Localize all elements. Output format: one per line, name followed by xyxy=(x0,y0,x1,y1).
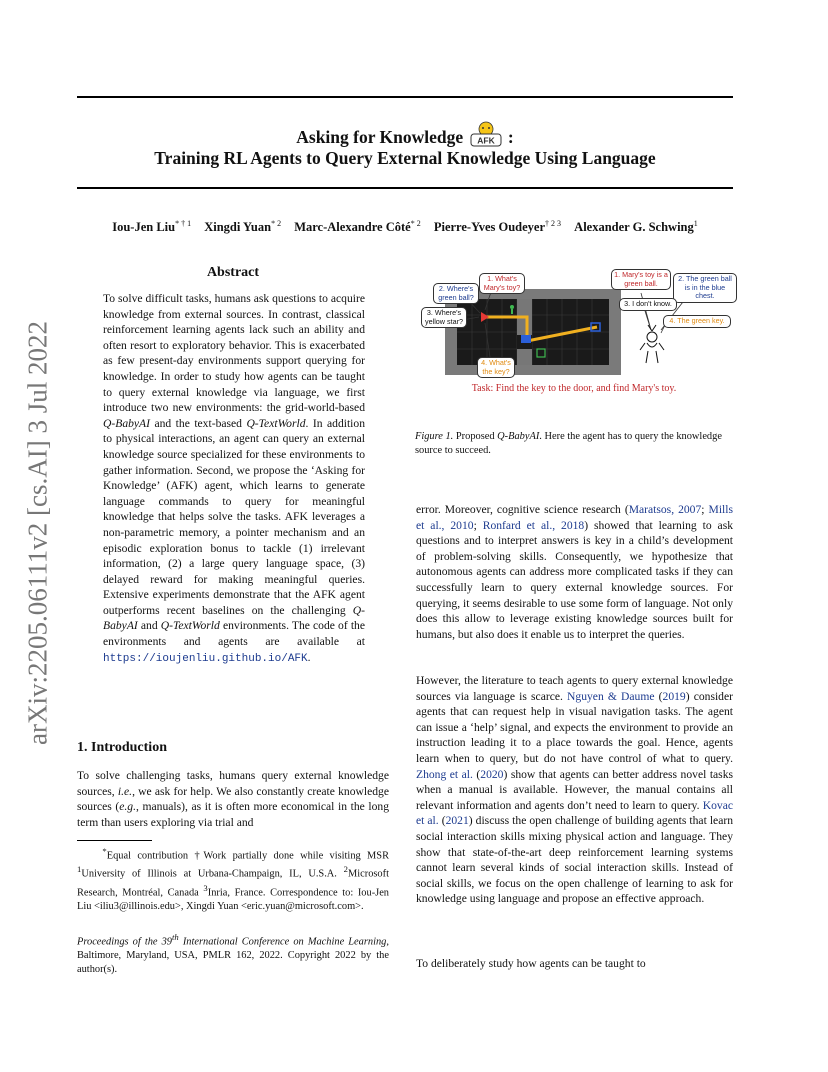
author: Iou-Jen Liu$^{* \dagger 1}$ xyxy=(112,219,192,235)
reply-bubble-1: 1. Mary's toy is a green ball. xyxy=(611,269,671,290)
code-url-link[interactable]: https://ioujenliu.github.io/AFK xyxy=(103,652,308,665)
right-paragraph-1: error. Moreover, cognitive science research (Maratsos, 2007; Mills et al., 2010; Ronfard et al., 2018) showed that learning to ask questions and to interpret answers is key in a child’s development of problem-solving skills. Consequently, we hypothesize that autonomous agents can address more complicated tasks if they can successfully learn to query external knowledge sources. For querying, it seems desirable to use some form of language. Not only does this allow to leverage existing knowledge sources built for humans, but also does it enable us to interpret the queries. xyxy=(416,503,734,641)
citation-link[interactable]: Mills et al., 2010 xyxy=(416,503,733,532)
author: Alexander G. Schwing$^1$ xyxy=(574,219,698,235)
query-bubble-1: 1. What's Mary's toy? xyxy=(479,273,525,294)
intro-heading: 1. Introduction xyxy=(77,740,167,755)
arxiv-side-label: arXiv:2205.06111v2 [cs.AI] 3 Jul 2022 xyxy=(22,321,53,745)
bottom-title-rule xyxy=(77,187,733,189)
query-bubble-2: 2. Where's green ball? xyxy=(433,283,479,304)
citation-link[interactable]: 2020 xyxy=(480,767,504,781)
citation-link[interactable]: Nguyen & Daume xyxy=(567,689,655,703)
citation-link[interactable]: Zhong et al. xyxy=(416,767,473,781)
abstract-body: To solve difficult tasks, humans ask questions to acquire knowledge from external sources. In contrast, classical reinforcement learning agents lack such an ability and often resort to exploratory behavior. This is exacerbated as few present-day environments support querying for knowledge. In order to study how agents can be taught to query external knowledge via language, we first introduce two new environments: the grid-world-based Q-BabyAI and the text-based Q-TextWorld. In addition to physical interactions, an agent can query an external knowledge source specialized for these environments to gather information. Second, we propose the ‘Asking for Knowledge’ (AFK) agent, which learns to generate language commands to query for meaningful knowledge that helps solve the tasks. AFK leverages a non-parametric memory, a pointer mechanism and an episodic exploration bonus to tackle (1) irrelevant information, (2) a large query language space, (3) delayed reward for making meaningful queries. Extensive experiments demonstrate that the AFK agent outperforms recent baselines on the challenging Q-BabyAI and Q-TextWorld environments. The code of the environments and agents are available at https://ioujenliu.github.io/AFK. xyxy=(103,292,365,665)
abstract-heading: Abstract xyxy=(206,265,260,280)
footnote-affiliations: *Equal contribution †Work partially done while visiting MSR $^1$University of Illinois at Urbana-Champaign, IL, U.S.A. $^2$Microsoft Research, Montréal, Canada $^3$Inria, France. Correspondence to: Iou-Jen Liu <iliu3@illinois.edu>, Xingdi Yuan <eric.yuan@microsoft.com>. xyxy=(77,846,390,912)
citation-link[interactable]: Kovac et al. xyxy=(416,798,733,828)
citation-link[interactable]: Maratsos, 2007 xyxy=(628,503,702,516)
author: Xingdi Yuan$^{* 2}$ xyxy=(204,219,282,235)
citation-link[interactable]: 2019 xyxy=(662,689,686,703)
knowledge-oracle-icon xyxy=(640,325,664,363)
author-list xyxy=(77,219,733,235)
right-paragraph-3: To deliberately study how agents can be taught to xyxy=(416,957,646,970)
afk-logo-text: AFK xyxy=(476,135,495,146)
citation-link[interactable]: 2021 xyxy=(445,814,469,828)
footnote-rule xyxy=(77,840,152,841)
figure-1-illustration xyxy=(415,265,733,400)
figure-task-label: Task: Find the key to the door, and find Mary's toy. xyxy=(471,383,677,394)
reply-bubble-2: 2. The green ball is in the blue chest. xyxy=(673,273,737,303)
top-rule xyxy=(77,96,733,98)
author: Pierre-Yves Oudeyer$^{\dagger 2 3}$ xyxy=(433,219,562,235)
intro-body: To solve challenging tasks, humans query external knowledge sources, i.e., we ask for help. We also constantly create knowledge sources (e.g., manuals), as it is often more economical in the long term than users exploring via trial and xyxy=(77,769,389,829)
right-paragraph-2: However, the literature to teach agents to query external knowledge sources via language is scarce. Nguyen & Daume (2019) consider agents that can request help in visual navigation tasks. The agent can issue a ‘help’ signal, and expects the environment to provide an instruction leading it to a place towards the goal. Hence, agents learn when to query, but do not have control of what to query. Zhong et al. (2020) show that agents can better address novel tasks when a manual is available. However, the manual contains all relevant information and agents don’t need to learn to query. Kovac et al. (2021) discuss the open challenge of building agents that learn social interaction skills mixing physical action and language. They show that state-of-the-art deep reinforcement learning systems cannot learn several kinds of social interaction skills. Instead of social skills, we focus on the open challenge of learning to ask for knowledge using language and propose an effective approach. xyxy=(416,674,734,906)
reply-bubble-3: 3. I don't know. xyxy=(619,298,677,311)
author: Marc-Alexandre Côté$^{* 2}$ xyxy=(294,219,421,235)
query-bubble-4: 4. What's the key? xyxy=(477,357,515,378)
footnote-proceedings: Proceedings of the 39th International Conference on Machine Learning, Baltimore, Maryland, USA, PMLR 162, 2022. Copyright 2022 by the author(s). xyxy=(77,932,389,976)
paper-title-line2: Training RL Agents to Query External Knowledge Using Language xyxy=(154,148,656,168)
figure-1-caption: Figure 1. Proposed Q-BabyAI. Here the agent has to query the knowledge source to succeed. xyxy=(415,431,722,456)
afk-logo-icon xyxy=(468,121,504,147)
paper-title-line1: Asking for Knowledge AFK : xyxy=(77,121,733,149)
citation-link[interactable]: Ronfard et al., 2018 xyxy=(482,518,585,532)
reply-bubble-4: 4. The green key. xyxy=(663,315,731,328)
query-bubble-3: 3. Where's yellow star? xyxy=(421,307,467,328)
